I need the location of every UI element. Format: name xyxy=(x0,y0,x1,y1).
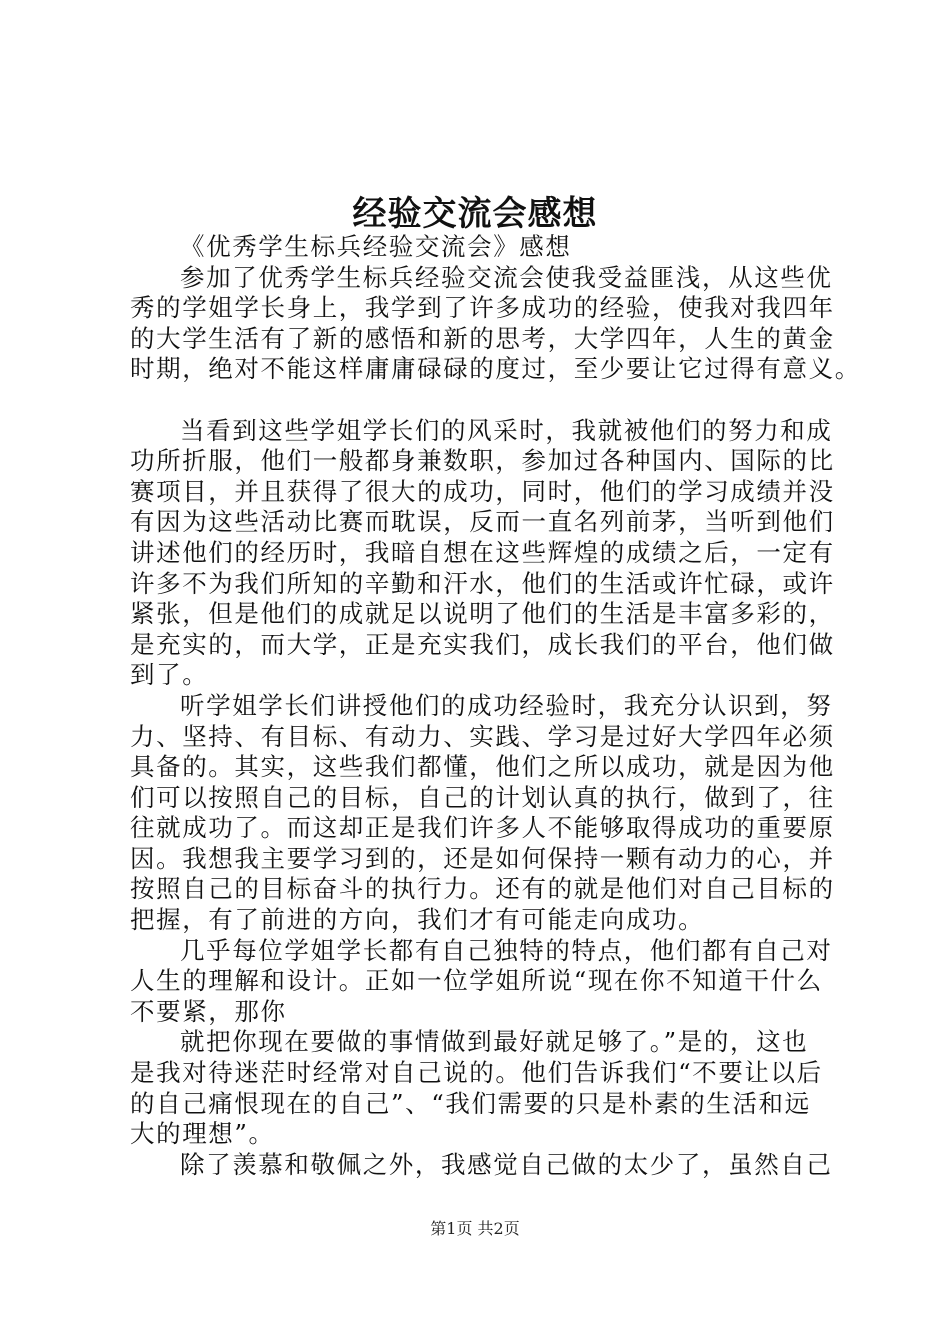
text-line: 听学姐学长们讲授他们的成功经验时，我充分认识到，努 xyxy=(180,690,833,720)
text-line: 参加了优秀学生标兵经验交流会使我受益匪浅，从这些优 xyxy=(180,262,833,292)
text-line: 的自己痛恨现在的自己”、“我们需要的只是朴素的生活和远 xyxy=(130,1088,811,1118)
text-line: 许多不为我们所知的辛勤和汗水，他们的生活或许忙碌，或许 xyxy=(130,568,835,598)
text-line: 的大学生活有了新的感悟和新的思考，大学四年，人生的黄金 xyxy=(130,323,835,353)
text-line: 是充实的，而大学，正是充实我们，成长我们的平台，他们做 xyxy=(130,629,835,659)
text-line: 们可以按照自己的目标，自己的计划认真的执行，做到了，往 xyxy=(130,782,835,812)
text-line: 按照自己的目标奋斗的执行力。还有的就是他们对自己目标的 xyxy=(130,874,835,904)
text-line: 力、坚持、有目标、有动力、实践、学习是过好大学四年必须 xyxy=(130,721,835,751)
page-number: 第1页 共2页 xyxy=(430,1219,520,1238)
text-line: 除了羡慕和敬佩之外，我感觉自己做的太少了，虽然自己 xyxy=(180,1149,833,1179)
text-line: 就把你现在要做的事情做到最好就足够了。”是的，这也 xyxy=(180,1027,809,1057)
text-line: 有因为这些活动比赛而耽误，反而一直名列前茅，当听到他们 xyxy=(130,507,835,537)
text-line: 把握，有了前进的方向，我们才有可能走向成功。 xyxy=(130,905,705,935)
text-line: 具备的。其实，这些我们都懂，他们之所以成功，就是因为他 xyxy=(130,752,835,782)
document-body xyxy=(130,232,861,1180)
text-line: 《优秀学生标兵经验交流会》感想 xyxy=(180,232,572,261)
text-line: 大的理想”。 xyxy=(130,1119,275,1149)
text-line: 时期，绝对不能这样庸庸碌碌的度过，至少要让它过得有意义。 xyxy=(130,354,861,384)
text-line: 不要紧，那你 xyxy=(130,996,287,1026)
text-line: 是我对待迷茫时经常对自己说的。他们告诉我们“不要让以后 xyxy=(130,1058,823,1088)
text-line: 紧张，但是他们的成就足以说明了他们的生活是丰富多彩的， xyxy=(130,599,835,629)
text-line: 当看到这些学姐学长们的风采时，我就被他们的努力和成 xyxy=(180,415,833,445)
text-line: 几乎每位学姐学长都有自己独特的特点，他们都有自己对 xyxy=(180,935,833,965)
blank-line xyxy=(130,385,840,416)
text-line: 赛项目，并且获得了很大的成功，同时，他们的学习成绩并没 xyxy=(130,476,835,506)
text-line: 往就成功了。而这却正是我们许多人不能够取得成功的重要原 xyxy=(130,813,835,843)
page-title: 经验交流会感想 xyxy=(352,194,598,234)
text-line: 因。我想我主要学习到的，还是如何保持一颗有动力的心，并 xyxy=(130,843,835,873)
text-line: 人生的理解和设计。正如一位学姐所说“现在你不知道干什么 xyxy=(130,966,823,996)
text-line: 功所折服，他们一般都身兼数职，参加过各种国内、国际的比 xyxy=(130,446,835,476)
text-line: 到了。 xyxy=(130,660,209,690)
text-line: 秀的学姐学长身上，我学到了许多成功的经验，使我对我四年 xyxy=(130,293,835,323)
text-line: 讲述他们的经历时，我暗自想在这些辉煌的成绩之后，一定有 xyxy=(130,537,835,567)
